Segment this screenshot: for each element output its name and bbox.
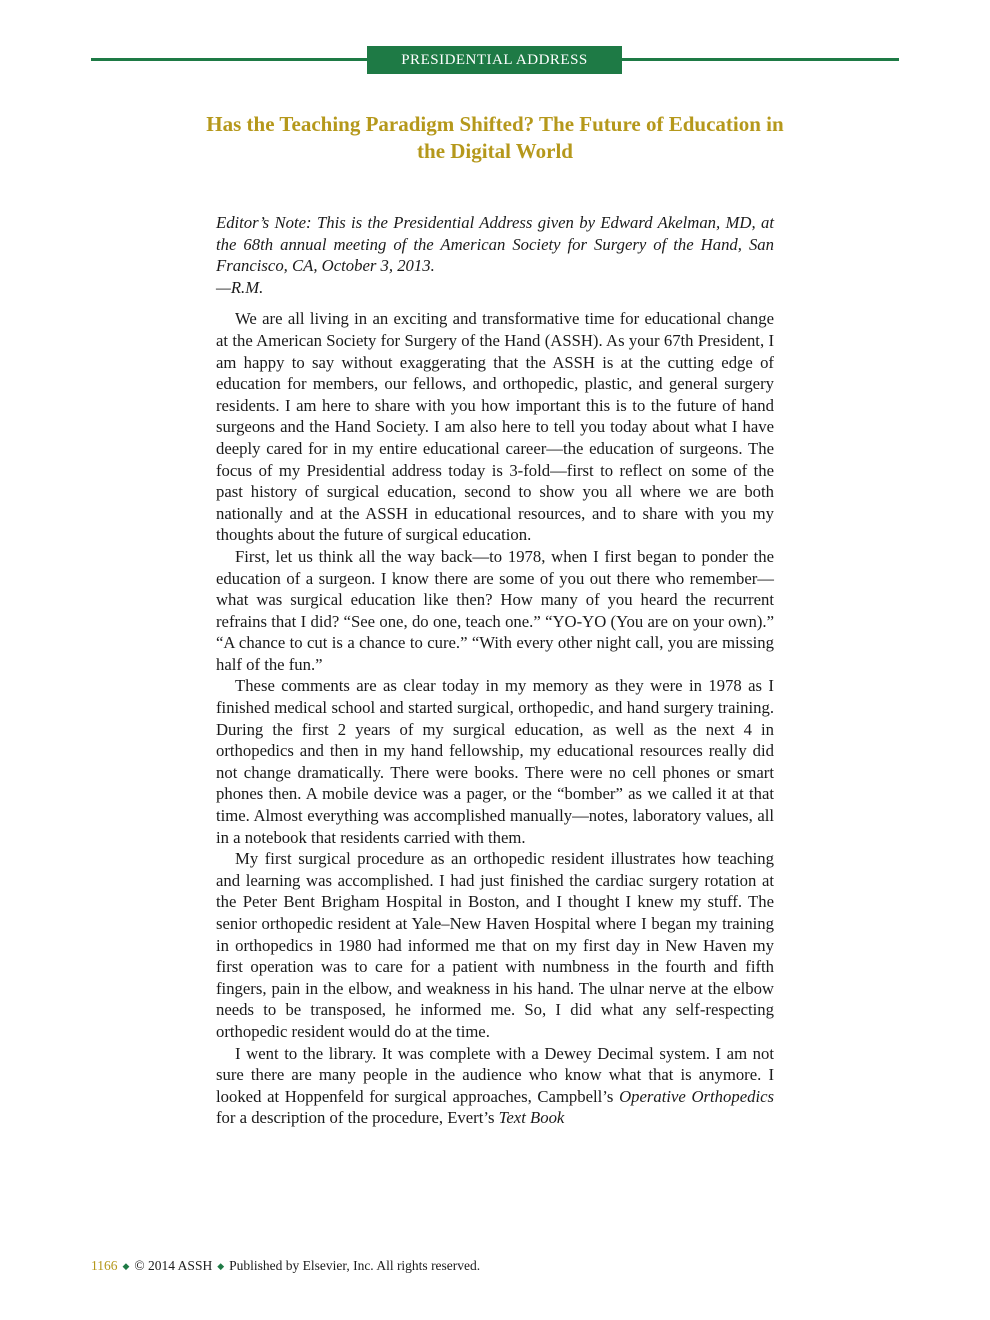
body-paragraph-2: First, let us think all the way back—to 1978, when I first began to ponder the education of a surgeon. I know there are some of you out there who remember—what was surgical education like then? How many of you heard the recurrent refrains that I did? “See one, do one, teach one.” “YO-YO (You are on your own).” “A chance to cut is a chance to cure.” “With every other night call, you are missing half of the fun.” [216,546,774,674]
article-title: Has the Teaching Paradigm Shifted? The Future of Education in the Digital World [206,112,784,163]
editor-note: Editor’s Note: This is the Presidential Address given by Edward Akelman, MD, at the 68th annual meeting of the American Society for Surgery of the Hand, San Francisco, CA, October 3, 2013. [216,213,774,276]
body-paragraph-4: My first surgical procedure as an orthopedic resident illustrates how teaching and learning was accomplished. I had just finished the cardiac surgery rotation at the Peter Bent Brigham Hospital in Boston, and I thought I knew my stuff. The senior orthopedic resident at Yale–New Haven Hospital where I began my training in orthopedics in 1980 had informed me that on my first day in New Haven my first operation was to care for a patient with numbness in the fourth and fifth fingers, pain in the elbow, and weakness in his hand. The ulnar nerve at the elbow needs to be transposed, he informed me. So, I did what any self-respecting orthopedic resident would do at the time. [216,849,774,1041]
body-paragraph-1: We are all living in an exciting and transformative time for educational change at the American Society for Surgery of the Hand (ASSH). As your 67th President, I am happy to say without exaggerating that the ASSH is at the cutting edge of education for members, our fellows, and orthopedic, plastic, and general surgery residents. I am here to share with you how important this is to the future of hand surgeons and the Hand Society. I am also here to tell you today about what I have deeply cared for in my entire educational career—the education of surgeons. The focus of my Presidential address today is 3-fold—first to reflect on some of the past history of surgical education, second to show you all where we are both nationally and at the ASSH in educational resources, and to share with you my thoughts about the future of surgical education. [216,309,774,545]
section-label: PRESIDENTIAL ADDRESS [367,46,622,74]
body-paragraph-3: These comments are as clear today in my memory as they were in 1978 as I finished medical school and started surgical, orthopedic, and hand surgery training. During the first 2 years of my surgical education, as well as the next 4 in orthopedics and then in my hand fellowship, my educational resources really did not change dramatically. There were books. There were no cell phones or smart phones then. A mobile device was a pager, or the “bomber” as we called it at that time. Almost everything was accomplished manually—notes, laboratory values, all in a notebook that residents carried with them. [216,676,774,847]
copyright: © 2014 ASSH [134,1258,213,1273]
paragraph-5-text-b: for a description of the procedure, Evert’s [216,1108,499,1128]
body-paragraph-5 [216,1043,774,1129]
diamond-separator-icon: ◆ [217,1261,225,1271]
page-number: 1166 [91,1258,118,1273]
paragraph-5-text-a: I went to the library. It was complete with a Dewey Decimal system. I am not sure there are many people in the audience who know what that is anymore. I looked at Hoppenfeld for surgical approaches, Campbell’s [216,1043,774,1106]
page-footer [91,1258,480,1274]
book-title-text-book: Text Book [498,1108,565,1128]
publisher-notice: Published by Elsevier, Inc. All rights reserved. [229,1258,481,1273]
header-rule-left [91,58,367,61]
book-title-operative-orthopedics: Operative Orthopedics [619,1086,774,1106]
article-body [216,212,774,1129]
header-rule-right [622,58,899,61]
editor-signature: —R.M. [216,277,264,297]
diamond-separator-icon: ◆ [122,1261,130,1271]
